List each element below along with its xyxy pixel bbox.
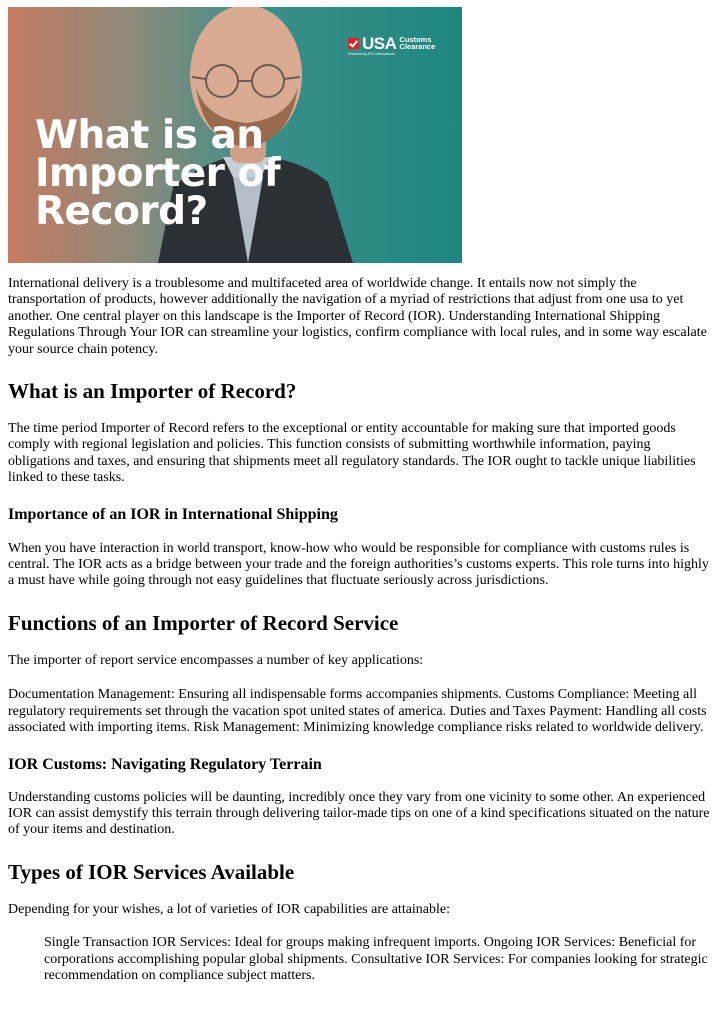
- heading-customs: IOR Customs: Navigating Regulatory Terrain: [8, 755, 322, 773]
- logo-sub: Customs Clearance: [399, 34, 436, 51]
- checkmark-icon: [348, 38, 359, 49]
- heading-functions: Functions of an Importer of Record Service: [8, 610, 399, 635]
- paragraph-functions-list: Documentation Management: Ensuring all indispensable forms accompanies shipments. Customs Compliance: Meeting all regulatory requirements set through the vacation spot united states of america. Duties and Taxes Payment: Handling all costs associated with importing items. Risk Management: Minimizing knowledge compliance risks related to worldwide delivery.: [8, 687, 707, 736]
- heading-types: Types of IOR Services Available: [8, 859, 295, 884]
- heading-importance: Importance of an IOR in International Shipping: [8, 505, 338, 523]
- paragraph-customs: Understanding customs policies will be daunting, incredibly once they vary from one vicinity to some other. An experienced IOR can assist demystify this terrain through delivering tailor-made tips on one of a kind specifications situated on the nature of your items and destination.: [8, 789, 710, 838]
- paragraph-types-intro: Depending for your wishes, a lot of varieties of IOR capabilities are attainable:: [8, 901, 451, 917]
- paragraph-importance: When you have interaction in world transport, know-how who would be responsible for compliance with customs rules is central. The IOR acts as a bridge between your trade and the foreign authorities’s customs experts. This role turns into highly a must have while going through not easy guidelines that fluctuate seriously across jurisdictions.: [8, 540, 709, 589]
- paragraph-types-list: Single Transaction IOR Services: Ideal for groups making infrequent imports. Ongoing IOR Services: Beneficial for corporations accomplishing popular global shipments. Consultative IOR Services: For companies looking for strategic recommendation on compliance subject matters.: [44, 935, 708, 983]
- paragraph-functions-intro: The importer of report service encompasses a number of key applications:: [8, 652, 424, 668]
- logo-tagline: Powered by AFC International: [348, 52, 395, 56]
- hero-image: [8, 7, 462, 263]
- logo-brand: USA: [362, 33, 397, 53]
- article-body: [8, 276, 712, 984]
- usa-customs-logo: [348, 32, 439, 54]
- intro-paragraph: International delivery is a troublesome and multifaceted area of worldwide change. It entails now not simply the transportation of products, however additionally the navigation of a myriad of restrictions that adjust from one usa to yet another. One central player on this landscape is the Importer of Record (IOR). Understanding International Shipping Regulations Through Your IOR can streamline your logistics, confirm compliance with local rules, and in some way escalate your source chain potency.: [8, 276, 707, 357]
- hero-title: What is an Importer of Record?: [35, 113, 281, 234]
- heading-what-is-ior: What is an Importer of Record?: [8, 379, 297, 404]
- paragraph-what-is-ior: The time period Importer of Record refers to the exceptional or entity accountable for making sure that imported goods comply with regional legislation and policies. This function consists of submitting worthwhile information, paying obligations and taxes, and ensuring that shipments meet all regulatory standards. The IOR ought to tackle unique liabilities linked to these tasks.: [8, 421, 696, 486]
